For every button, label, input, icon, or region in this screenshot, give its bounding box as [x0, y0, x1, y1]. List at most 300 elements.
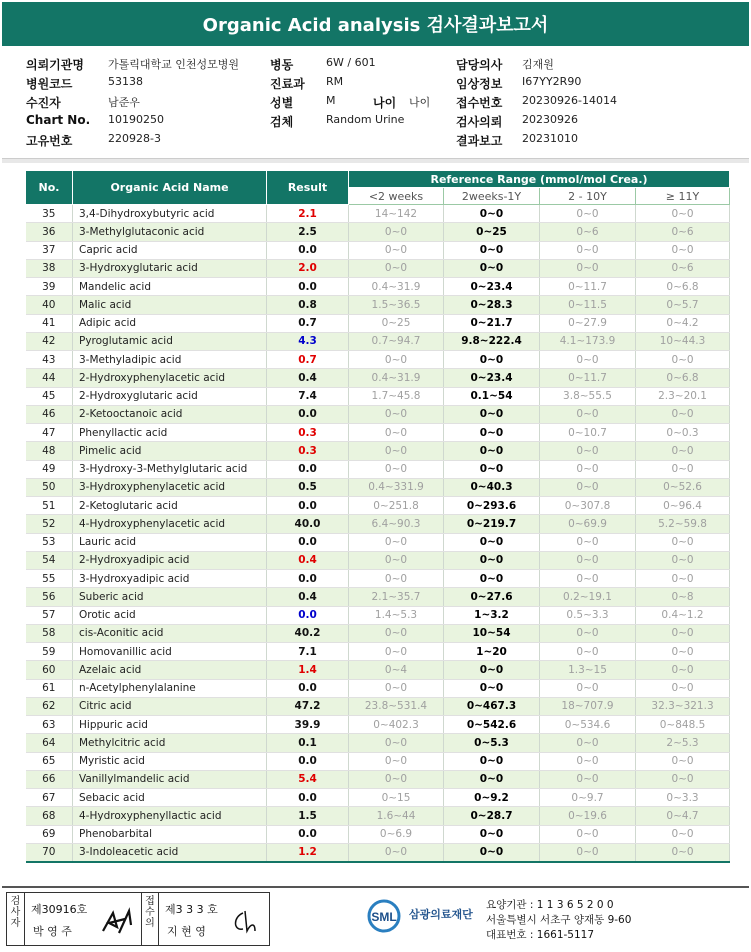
table-row	[26, 570, 730, 588]
ref-2-10y: 0.2~19.1	[540, 588, 636, 606]
row-number: 53	[26, 533, 73, 551]
info-value: 가톨릭대학교 인천성모병원	[108, 58, 240, 71]
ref-2weeks-1y: 1~20	[444, 643, 540, 661]
ref-2weeks-1y: 0~467.3	[444, 697, 540, 715]
ref-2weeks-1y: 0~0	[444, 551, 540, 569]
ref-2weeks-1y: 0~40.3	[444, 478, 540, 496]
ref-2weeks-1y: 0~0	[444, 679, 540, 697]
ref-11y-plus: 0~0	[636, 570, 730, 588]
ref-2weeks-1y: 0~0	[444, 405, 540, 423]
ref-under-2-weeks: 14~142	[349, 205, 444, 223]
acid-name: 4-Hydroxyphenyllactic acid	[73, 807, 267, 825]
ref-2-10y: 0~0	[540, 551, 636, 569]
table-row	[26, 588, 730, 606]
result-value: 0.0	[267, 606, 349, 624]
ref-under-2-weeks: 0~0	[349, 734, 444, 752]
acid-name: 3-Hydroxyphenylacetic acid	[73, 478, 267, 496]
ref-under-2-weeks: 23.8~531.4	[349, 697, 444, 715]
acid-name: 3-Methylglutaconic acid	[73, 223, 267, 241]
info-label: 수진자	[26, 96, 61, 110]
ref-under-2-weeks: 0~0	[349, 241, 444, 259]
ref-2-10y: 3.8~55.5	[540, 387, 636, 405]
ref-11y-plus: 0~0	[636, 205, 730, 223]
ref-under-2-weeks: 0~0	[349, 679, 444, 697]
ref-2weeks-1y: 9.8~222.4	[444, 332, 540, 350]
ref-under-2-weeks: 1.5~36.5	[349, 296, 444, 314]
table-row	[26, 223, 730, 241]
row-number: 35	[26, 205, 73, 223]
ref-2weeks-1y: 0~293.6	[444, 497, 540, 515]
ref-11y-plus: 0~6	[636, 223, 730, 241]
ref-2weeks-1y: 0~0	[444, 351, 540, 369]
ref-11y-plus: 32.3~321.3	[636, 697, 730, 715]
ref-2-10y: 0.5~3.3	[540, 606, 636, 624]
result-value: 0.0	[267, 405, 349, 423]
ref-2-10y: 0~6	[540, 223, 636, 241]
ref-2-10y: 0~0	[540, 460, 636, 478]
result-value: 2.1	[267, 205, 349, 223]
info-value: 10190250	[108, 113, 164, 126]
ref-11y-plus: 0~0	[636, 679, 730, 697]
acid-name: Sebacic acid	[73, 789, 267, 807]
table-row	[26, 515, 730, 533]
result-value: 7.1	[267, 643, 349, 661]
row-number: 54	[26, 551, 73, 569]
table-row	[26, 624, 730, 642]
row-number: 39	[26, 278, 73, 296]
ref-2weeks-1y: 0~28.3	[444, 296, 540, 314]
table-row	[26, 387, 730, 405]
ref-11y-plus: 0~4.7	[636, 807, 730, 825]
table-row	[26, 405, 730, 423]
table-row	[26, 661, 730, 679]
inspector-name: 박 영 주	[33, 925, 72, 938]
table-row	[26, 259, 730, 277]
ref-11y-plus: 0~0	[636, 551, 730, 569]
ref-11y-plus: 0~0	[636, 351, 730, 369]
ref-2-10y: 0~534.6	[540, 716, 636, 734]
table-row	[26, 460, 730, 478]
acid-name: Azelaic acid	[73, 661, 267, 679]
ref-2-10y: 0~69.9	[540, 515, 636, 533]
ref-2-10y: 1.3~15	[540, 661, 636, 679]
ref-under-2-weeks: 0~0	[349, 442, 444, 460]
row-number: 38	[26, 259, 73, 277]
approver-license-no: 제3 3 3 호	[165, 903, 218, 916]
ref-11y-plus: 2.3~20.1	[636, 387, 730, 405]
report-title: Organic Acid analysis 검사결과보고서	[2, 2, 749, 46]
ref-11y-plus: 0~4.2	[636, 314, 730, 332]
foundation-name: 삼광의료재단	[409, 908, 473, 921]
ref-2weeks-1y: 0~0	[444, 259, 540, 277]
ref-2weeks-1y: 0~0	[444, 442, 540, 460]
row-number: 64	[26, 734, 73, 752]
ref-2weeks-1y: 0~0	[444, 770, 540, 788]
ref-2weeks-1y: 0~0	[444, 752, 540, 770]
ref-2weeks-1y: 0~28.7	[444, 807, 540, 825]
acid-name: 2-Ketoglutaric acid	[73, 497, 267, 515]
table-row	[26, 497, 730, 515]
acid-name: Homovanillic acid	[73, 643, 267, 661]
acid-name: n-Acetylphenylalanine	[73, 679, 267, 697]
acid-name: Pimelic acid	[73, 442, 267, 460]
address-line: 대표번호 : 1661-5117	[486, 929, 595, 941]
acid-name: Citric acid	[73, 697, 267, 715]
row-number: 70	[26, 843, 73, 861]
ref-2-10y: 0~10.7	[540, 424, 636, 442]
ref-11y-plus: 0~0	[636, 825, 730, 843]
acid-name: Mandelic acid	[73, 278, 267, 296]
acid-name: 3-Hydroxyglutaric acid	[73, 259, 267, 277]
info-value: 6W / 601	[326, 56, 376, 69]
ref-2-10y: 0~0	[540, 624, 636, 642]
acid-name: Suberic acid	[73, 588, 267, 606]
result-value: 1.2	[267, 843, 349, 861]
info-value: 남준우	[108, 96, 140, 109]
ref-2weeks-1y: 1~3.2	[444, 606, 540, 624]
acid-name: 3-Indoleacetic acid	[73, 843, 267, 861]
sml-logo-icon	[364, 898, 408, 938]
ref-under-2-weeks: 1.7~45.8	[349, 387, 444, 405]
ref-2weeks-1y: 0~21.7	[444, 314, 540, 332]
ref-2-10y: 0~0	[540, 734, 636, 752]
result-value: 1.5	[267, 807, 349, 825]
table-row	[26, 606, 730, 624]
result-value: 0.0	[267, 460, 349, 478]
ref-under-2-weeks: 0.4~31.9	[349, 278, 444, 296]
header-result: Result	[267, 171, 349, 205]
acid-name: Myristic acid	[73, 752, 267, 770]
info-label: 결과보고	[456, 134, 503, 148]
ref-under-2-weeks: 0~15	[349, 789, 444, 807]
table-row	[26, 241, 730, 259]
info-label: Chart No.	[26, 113, 91, 127]
ref-under-2-weeks: 0.4~331.9	[349, 478, 444, 496]
header-reference-range: Reference Range (mmol/mol Crea.)	[349, 171, 730, 188]
address-line: 요양기관 : 1 1 3 6 5 2 0 0	[486, 899, 614, 911]
row-number: 49	[26, 460, 73, 478]
logo-mark: SML	[371, 910, 397, 924]
acid-name: 2-Hydroxyphenylacetic acid	[73, 369, 267, 387]
age-value: 나이	[409, 96, 431, 109]
info-value: RM	[326, 75, 344, 88]
table-row	[26, 369, 730, 387]
row-number: 40	[26, 296, 73, 314]
ref-2-10y: 0~11.5	[540, 296, 636, 314]
info-value: 53138	[108, 75, 143, 88]
result-value: 0.1	[267, 734, 349, 752]
result-value: 0.0	[267, 825, 349, 843]
info-label: 검체	[270, 115, 294, 129]
table-row	[26, 807, 730, 825]
result-value: 0.3	[267, 424, 349, 442]
ref-2weeks-1y: 0~0	[444, 241, 540, 259]
ref-11y-plus: 0~52.6	[636, 478, 730, 496]
row-number: 36	[26, 223, 73, 241]
info-value: I67YY2R90	[522, 75, 582, 88]
row-number: 69	[26, 825, 73, 843]
ref-2weeks-1y: 0~219.7	[444, 515, 540, 533]
ref-2-10y: 0~0	[540, 825, 636, 843]
acid-name: 3-Hydroxyadipic acid	[73, 570, 267, 588]
row-number: 63	[26, 716, 73, 734]
ref-2-10y: 0~0	[540, 442, 636, 460]
result-value: 0.0	[267, 497, 349, 515]
ref-2-10y: 0~0	[540, 570, 636, 588]
acid-name: 2-Hydroxyglutaric acid	[73, 387, 267, 405]
approver-label: 접수의	[141, 893, 159, 945]
acid-name: Phenyllactic acid	[73, 424, 267, 442]
result-value: 0.0	[267, 278, 349, 296]
ref-under-2-weeks: 6.4~90.3	[349, 515, 444, 533]
ref-2-10y: 0~11.7	[540, 278, 636, 296]
ref-2weeks-1y: 0~27.6	[444, 588, 540, 606]
info-label: 담당의사	[456, 58, 503, 72]
ref-11y-plus: 0~0	[636, 405, 730, 423]
row-number: 65	[26, 752, 73, 770]
info-label: 임상정보	[456, 77, 503, 91]
ref-under-2-weeks: 0.7~94.7	[349, 332, 444, 350]
row-number: 55	[26, 570, 73, 588]
row-number: 52	[26, 515, 73, 533]
ref-2-10y: 0~19.6	[540, 807, 636, 825]
result-value: 39.9	[267, 716, 349, 734]
result-value: 5.4	[267, 770, 349, 788]
ref-11y-plus: 0~0	[636, 624, 730, 642]
acid-name: Methylcitric acid	[73, 734, 267, 752]
result-value: 0.7	[267, 314, 349, 332]
acid-name: Pyroglutamic acid	[73, 332, 267, 350]
acid-name: Vanillylmandelic acid	[73, 770, 267, 788]
ref-11y-plus: 0~96.4	[636, 497, 730, 515]
ref-under-2-weeks: 0~0	[349, 551, 444, 569]
ref-under-2-weeks: 0~6.9	[349, 825, 444, 843]
info-label: 성별	[270, 96, 294, 110]
ref-under-2-weeks: 0~0	[349, 424, 444, 442]
ref-11y-plus: 0~848.5	[636, 716, 730, 734]
header-name: Organic Acid Name	[73, 171, 267, 205]
ref-2weeks-1y: 0~0	[444, 460, 540, 478]
ref-2weeks-1y: 0~0	[444, 843, 540, 861]
ref-2-10y: 0~27.9	[540, 314, 636, 332]
table-row	[26, 314, 730, 332]
ref-2weeks-1y: 0~0	[444, 205, 540, 223]
table-row	[26, 424, 730, 442]
row-number: 62	[26, 697, 73, 715]
ref-2weeks-1y: 10~54	[444, 624, 540, 642]
result-value: 7.4	[267, 387, 349, 405]
result-value: 0.5	[267, 478, 349, 496]
ref-under-2-weeks: 0~402.3	[349, 716, 444, 734]
result-value: 47.2	[267, 697, 349, 715]
row-number: 44	[26, 369, 73, 387]
row-number: 50	[26, 478, 73, 496]
ref-11y-plus: 0~0	[636, 643, 730, 661]
ref-under-2-weeks: 1.4~5.3	[349, 606, 444, 624]
result-value: 40.2	[267, 624, 349, 642]
ref-2-10y: 0~0	[540, 259, 636, 277]
ref-11y-plus: 0~6.8	[636, 278, 730, 296]
info-value: 220928-3	[108, 132, 161, 145]
result-value: 0.0	[267, 752, 349, 770]
ref-11y-plus: 0~6.8	[636, 369, 730, 387]
ref-2-10y: 18~707.9	[540, 697, 636, 715]
ref-2weeks-1y: 0~23.4	[444, 278, 540, 296]
table-row	[26, 551, 730, 569]
result-value: 1.4	[267, 661, 349, 679]
ref-11y-plus: 0~0	[636, 241, 730, 259]
info-value: Random Urine	[326, 113, 405, 126]
ref-2-10y: 0~0	[540, 679, 636, 697]
table-row	[26, 825, 730, 843]
info-label: 진료과	[270, 77, 305, 91]
ref-2-10y: 0~0	[540, 478, 636, 496]
info-value: 20230926-14014	[522, 94, 617, 107]
approver-name: 지 현 영	[167, 925, 206, 938]
ref-under-2-weeks: 2.1~35.7	[349, 588, 444, 606]
row-number: 46	[26, 405, 73, 423]
table-row	[26, 716, 730, 734]
ref-2weeks-1y: 0~5.3	[444, 734, 540, 752]
result-value: 0.0	[267, 789, 349, 807]
result-value: 0.3	[267, 442, 349, 460]
ref-11y-plus: 10~44.3	[636, 332, 730, 350]
ref-under-2-weeks: 0~0	[349, 351, 444, 369]
acid-name: Lauric acid	[73, 533, 267, 551]
info-value: M	[326, 94, 336, 107]
ref-2-10y: 0~0	[540, 405, 636, 423]
ref-under-2-weeks: 0~0	[349, 223, 444, 241]
table-row	[26, 533, 730, 551]
acid-name: Phenobarbital	[73, 825, 267, 843]
info-label: 접수번호	[456, 96, 503, 110]
ref-2weeks-1y: 0~0	[444, 661, 540, 679]
header-ref-under-2-weeks: <2 weeks	[349, 188, 444, 205]
table-row	[26, 752, 730, 770]
ref-2weeks-1y: 0~25	[444, 223, 540, 241]
result-value: 0.0	[267, 533, 349, 551]
info-label: 검사의뢰	[456, 115, 503, 129]
ref-2-10y: 0~0	[540, 752, 636, 770]
header-ref-11y-plus: ≥ 11Y	[636, 188, 730, 205]
row-number: 67	[26, 789, 73, 807]
ref-under-2-weeks: 0~0	[349, 843, 444, 861]
row-number: 41	[26, 314, 73, 332]
ref-2weeks-1y: 0~0	[444, 825, 540, 843]
ref-11y-plus: 0~0	[636, 460, 730, 478]
address-line: 서울특별시 서초구 양재동 9-60	[486, 914, 632, 926]
row-number: 48	[26, 442, 73, 460]
table-row	[26, 697, 730, 715]
ref-2-10y: 0~0	[540, 205, 636, 223]
acid-name: 3,4-Dihydroxybutyric acid	[73, 205, 267, 223]
header-ref-2weeks-1y: 2weeks-1Y	[444, 188, 540, 205]
ref-under-2-weeks: 0~0	[349, 770, 444, 788]
ref-2-10y: 0~0	[540, 770, 636, 788]
row-number: 51	[26, 497, 73, 515]
info-label: 의뢰기관명	[26, 58, 84, 72]
table-row	[26, 478, 730, 496]
ref-under-2-weeks: 0~0	[349, 624, 444, 642]
ref-under-2-weeks: 0~0	[349, 259, 444, 277]
acid-name: 3-Hydroxy-3-Methylglutaric acid	[73, 460, 267, 478]
table-row	[26, 332, 730, 350]
info-value: 김재원	[522, 58, 554, 71]
result-value: 2.0	[267, 259, 349, 277]
ref-2-10y: 0~0	[540, 351, 636, 369]
info-label: 고유번호	[26, 134, 73, 148]
row-number: 56	[26, 588, 73, 606]
table-row	[26, 679, 730, 697]
info-value: 20230926	[522, 113, 578, 126]
result-value: 4.3	[267, 332, 349, 350]
acid-name: Orotic acid	[73, 606, 267, 624]
ref-11y-plus: 0.4~1.2	[636, 606, 730, 624]
info-label: 병원코드	[26, 77, 73, 91]
table-row	[26, 643, 730, 661]
result-value: 0.0	[267, 679, 349, 697]
ref-under-2-weeks: 0~4	[349, 661, 444, 679]
table-row	[26, 843, 730, 861]
row-number: 43	[26, 351, 73, 369]
row-number: 42	[26, 332, 73, 350]
result-value: 0.4	[267, 551, 349, 569]
ref-11y-plus: 0~0	[636, 770, 730, 788]
patient-info	[26, 56, 726, 148]
ref-11y-plus: 0~5.7	[636, 296, 730, 314]
table-row	[26, 278, 730, 296]
row-number: 45	[26, 387, 73, 405]
result-value: 0.4	[267, 588, 349, 606]
ref-2weeks-1y: 0~9.2	[444, 789, 540, 807]
signature-box	[6, 892, 270, 946]
ref-under-2-weeks: 0~0	[349, 533, 444, 551]
ref-11y-plus: 0~8	[636, 588, 730, 606]
ref-2weeks-1y: 0.1~54	[444, 387, 540, 405]
ref-2-10y: 0~11.7	[540, 369, 636, 387]
table-row	[26, 442, 730, 460]
table-row	[26, 789, 730, 807]
row-number: 60	[26, 661, 73, 679]
result-value: 0.0	[267, 570, 349, 588]
header-no: No.	[26, 171, 73, 205]
ref-11y-plus: 0~3.3	[636, 789, 730, 807]
row-number: 47	[26, 424, 73, 442]
ref-2weeks-1y: 0~0	[444, 570, 540, 588]
inspector-signature	[99, 905, 135, 939]
row-number: 57	[26, 606, 73, 624]
acid-name: 2-Hydroxyadipic acid	[73, 551, 267, 569]
ref-under-2-weeks: 0~0	[349, 460, 444, 478]
ref-under-2-weeks: 0~0	[349, 405, 444, 423]
result-value: 0.0	[267, 241, 349, 259]
acid-name: Capric acid	[73, 241, 267, 259]
ref-under-2-weeks: 1.6~44	[349, 807, 444, 825]
result-value: 0.4	[267, 369, 349, 387]
row-number: 58	[26, 624, 73, 642]
ref-11y-plus: 0~0	[636, 752, 730, 770]
table-row	[26, 770, 730, 788]
ref-2-10y: 0~0	[540, 843, 636, 861]
report-footer	[2, 886, 749, 950]
header-ref-2-10y: 2 - 10Y	[540, 188, 636, 205]
ref-11y-plus: 5.2~59.8	[636, 515, 730, 533]
row-number: 68	[26, 807, 73, 825]
foundation-address	[486, 898, 631, 943]
ref-2-10y: 0~0	[540, 643, 636, 661]
ref-2weeks-1y: 0~0	[444, 424, 540, 442]
section-divider	[2, 158, 749, 163]
